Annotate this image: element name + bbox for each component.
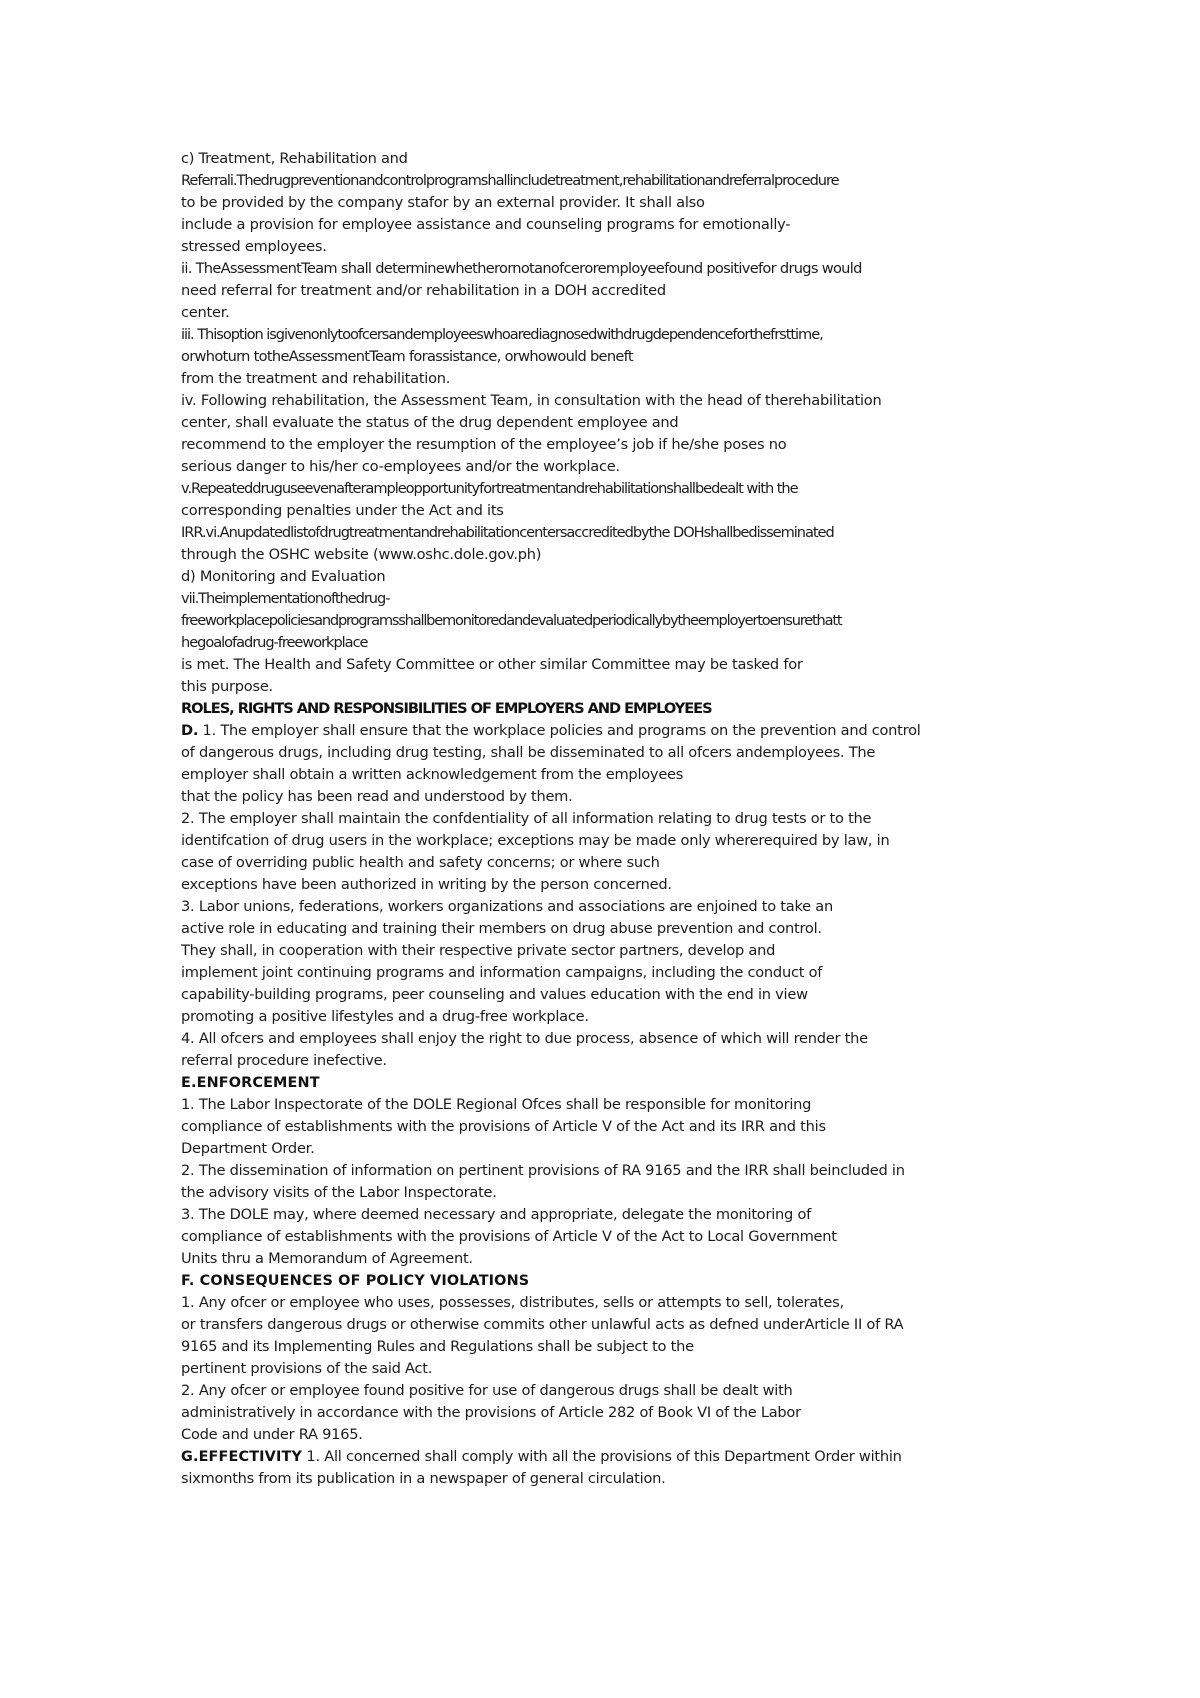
- text-line: 1. The Labor Inspectorate of the DOLE Regional Ofces shall be responsible for monitoring: [181, 1096, 812, 1113]
- text-line: need referral for treatment and/or rehabilitation in a DOH accredited: [181, 282, 666, 299]
- text-line: Department Order.: [181, 1140, 315, 1157]
- text-line: capability-building programs, peer counseling and values education with the end in view: [181, 986, 808, 1003]
- section-heading-consequences: F. CONSEQUENCES OF POLICY VIOLATIONS: [181, 1273, 530, 1289]
- text-line: iv. Following rehabilitation, the Assessment Team, in consultation with the head of therehabilitation: [181, 392, 882, 409]
- text-line: c) Treatment, Rehabilitation and: [181, 150, 408, 167]
- text-run: 1. The employer shall ensure that the workplace policies and programs on the prevention and control: [198, 722, 921, 739]
- text-line: 4. All ofcers and employees shall enjoy the right to due process, absence of which will render the: [181, 1030, 868, 1047]
- text-line: stressed employees.: [181, 238, 327, 255]
- text-line: orwhoturn totheAssessmentTeam forassistance, orwhowould beneft: [181, 348, 633, 365]
- text-line: compliance of establishments with the provisions of Article V of the Act to Local Government: [181, 1228, 837, 1245]
- text-line: 2. The employer shall maintain the confdentiality of all information relating to drug tests or to the: [181, 810, 872, 827]
- text-line: hegoalofadrug-freeworkplace: [181, 634, 368, 651]
- text-line: exceptions have been authorized in writing by the person concerned.: [181, 876, 672, 893]
- section-heading-roles: ROLES, RIGHTS AND RESPONSIBILITIES OF EMPLOYERS AND EMPLOYEES: [181, 700, 712, 717]
- text-line: vii.Theimplementationofthedrug-: [181, 590, 390, 607]
- section-letter-d: D.: [181, 722, 199, 739]
- text-line: or transfers dangerous drugs or otherwise commits other unlawful acts as defned underArticle II of RA: [181, 1316, 904, 1333]
- text-line: IRR.vi.Anupdatedlistofdrugtreatmentandrehabilitationcentersaccreditedbythe DOHshallbedisseminated: [181, 524, 834, 541]
- text-line: ii. TheAssessmentTeam shall determinewhetherornotanofcerоremployeefound positivefor drugs would: [181, 260, 862, 277]
- text-line: that the policy has been read and understood by them.: [181, 788, 573, 805]
- text-line: [181, 1446, 1041, 1468]
- text-line: 3. Labor unions, federations, workers organizations and associations are enjoined to take an: [181, 898, 833, 915]
- text-line: Units thru a Memorandum of Agreement.: [181, 1250, 473, 1267]
- text-run: 1. All concerned shall comply with all the provisions of this Department Order within: [302, 1448, 902, 1465]
- text-line: Code and under RA 9165.: [181, 1426, 363, 1443]
- text-line: center, shall evaluate the status of the drug dependent employee and: [181, 414, 679, 431]
- text-line: of dangerous drugs, including drug testing, shall be disseminated to all ofcers andemployees. The: [181, 744, 876, 761]
- text-line: identifcation of drug users in the workplace; exceptions may be made only whererequired by law, in: [181, 832, 890, 849]
- text-line: promoting a positive lifestyles and a drug-free workplace.: [181, 1008, 589, 1025]
- text-line: freeworkplacepoliciesandprogramsshallbemonitoredandevaluatedperiodicallybytheemployertoensurethatt: [181, 612, 842, 629]
- text-line: recommend to the employer the resumption of the employee’s job if he/she poses no: [181, 436, 787, 453]
- section-heading-enforcement: E.ENFORCEMENT: [181, 1075, 320, 1091]
- text-line: compliance of establishments with the provisions of Article V of the Act and its IRR and this: [181, 1118, 826, 1135]
- text-line: to be provided by the company stafor by an external provider. It shall also: [181, 194, 705, 211]
- text-line: v.Repeateddruguseevenafterampleopportunityfortreatmentandrehabilitationshallbedealt with the: [181, 480, 798, 497]
- text-line: Referrali.Thedrugpreventionandcontrolprogramshallincludetreatment,rehabilitationandreferralprocedure: [181, 172, 839, 189]
- text-line: is met. The Health and Safety Committee or other similar Committee may be tasked for: [181, 656, 803, 673]
- text-line: implement joint continuing programs and information campaigns, including the conduct of: [181, 964, 823, 981]
- text-line: pertinent provisions of the said Act.: [181, 1360, 433, 1377]
- text-line: [181, 720, 1041, 742]
- text-line: 3. The DOLE may, where deemed necessary and appropriate, delegate the monitoring of: [181, 1206, 812, 1223]
- text-line: referral procedure inefective.: [181, 1052, 387, 1069]
- text-line: They shall, in cooperation with their respective private sector partners, develop and: [181, 942, 776, 959]
- text-line: center.: [181, 304, 230, 321]
- text-line: this purpose.: [181, 678, 273, 695]
- text-line: administratively in accordance with the provisions of Article 282 of Book VI of the Labor: [181, 1404, 801, 1421]
- text-line: corresponding penalties under the Act and its: [181, 502, 504, 519]
- text-line: 9165 and its Implementing Rules and Regulations shall be subject to the: [181, 1338, 694, 1355]
- text-line: case of overriding public health and safety concerns; or where such: [181, 854, 660, 871]
- document-page: [181, 148, 1041, 1490]
- text-line: 2. The dissemination of information on pertinent provisions of RA 9165 and the IRR shall beincluded in: [181, 1162, 905, 1179]
- text-line: include a provision for employee assistance and counseling programs for emotionally-: [181, 216, 791, 233]
- text-line: 2. Any ofcer or employee found positive for use of dangerous drugs shall be dealt with: [181, 1382, 793, 1399]
- text-line: from the treatment and rehabilitation.: [181, 370, 451, 387]
- text-line: serious danger to his/her co-employees and/or the workplace.: [181, 458, 620, 475]
- text-line: active role in educating and training their members on drug abuse prevention and control.: [181, 920, 822, 937]
- text-line: the advisory visits of the Labor Inspectorate.: [181, 1184, 497, 1201]
- section-heading-effectivity: G.EFFECTIVITY: [181, 1449, 303, 1465]
- text-line: employer shall obtain a written acknowledgement from the employees: [181, 766, 684, 783]
- text-line: iii. Thisoption isgivenonlytoofcersandemployeeswhoarediagnosedwithdrugdependenceforthefrsttime,: [181, 326, 823, 343]
- text-line: sixmonths from its publication in a newspaper of general circulation.: [181, 1470, 666, 1487]
- text-line: through the OSHC website (www.oshc.dole.gov.ph): [181, 546, 542, 563]
- text-line: d) Monitoring and Evaluation: [181, 568, 386, 585]
- text-line: 1. Any ofcer or employee who uses, possesses, distributes, sells or attempts to sell, tolerates,: [181, 1294, 844, 1311]
